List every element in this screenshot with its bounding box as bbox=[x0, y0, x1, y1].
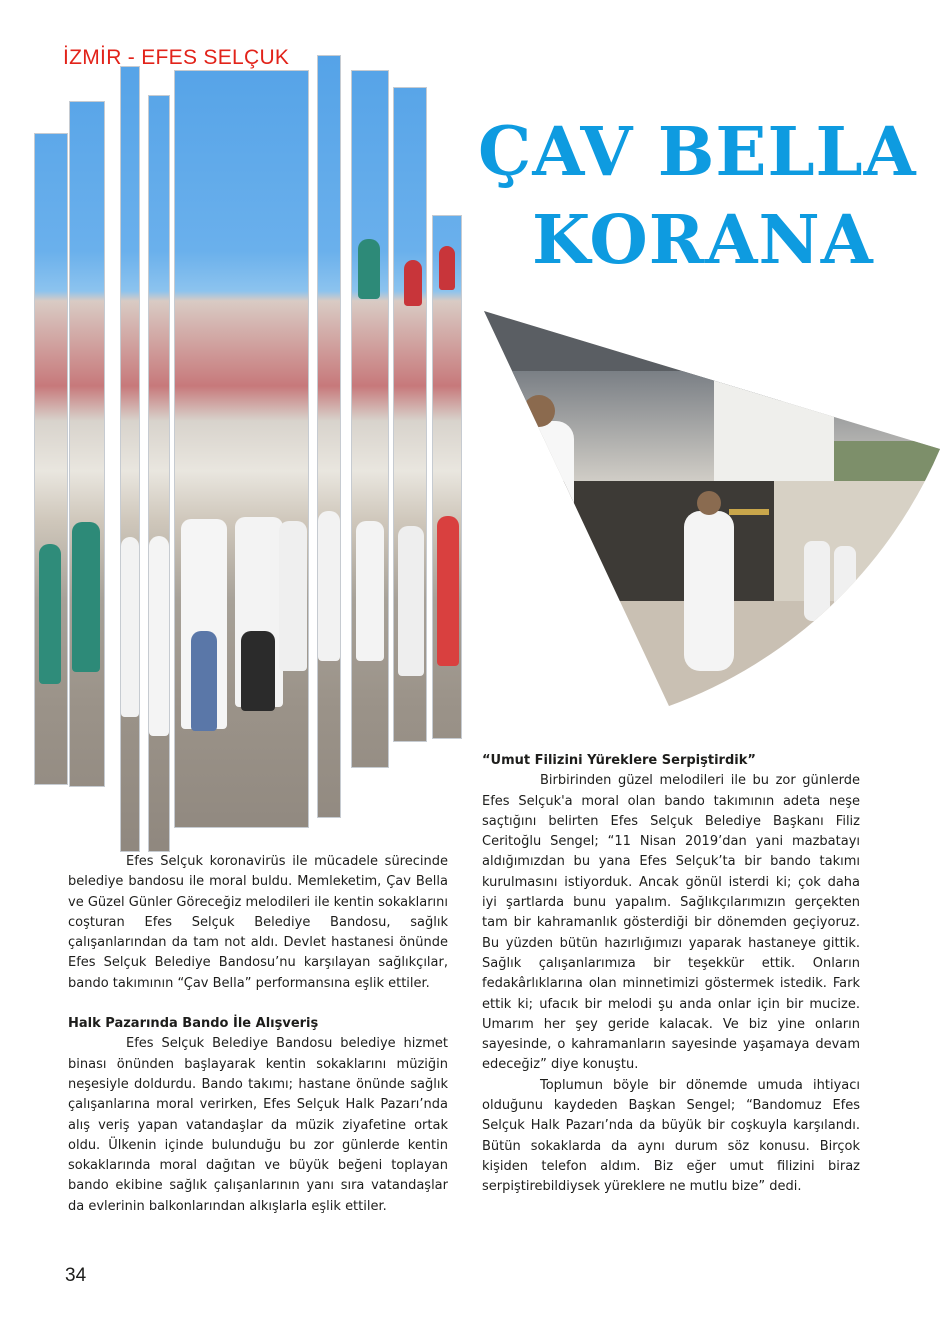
section-subheading: Halk Pazarında Bando İle Alışveriş bbox=[68, 1016, 319, 1032]
right-text-column bbox=[482, 751, 860, 1198]
photo-strip bbox=[432, 215, 462, 739]
title-line-2: KORANA bbox=[532, 200, 874, 279]
strip-photo-collage bbox=[0, 0, 470, 860]
photo-strip bbox=[393, 87, 427, 742]
intro-paragraph: Efes Selçuk koronavirüs ile mücadele sürecinde belediye bandosu ile moral buldu. Memleketim, Çav Bella ve Güzel Günler Göreceğiz melodileri ile kentin sokaklarını coşturan Efes Selçuk Belediye Bandosu, sağlık çalışanlarından da tam not aldı. Devlet hastanesi önünde Efes Selçuk Belediye Bandosu’nu karşılayan sağlıkçılar, bando takımının “Çav Bella” performansına eşlik ettiler. bbox=[68, 854, 448, 991]
article-title bbox=[478, 108, 917, 284]
body-paragraph: Toplumun böyle bir dönemde umuda ihtiyacı olduğunu kaydeden Başkan Sengel; “Bandomuz Efes Selçuk Halk Pazarı’nda da büyük bir coşkuyla karşılandı. Bütün sokaklarda da aynı durum söz konusu. Birçok kişiden telefon aldım. Biz eğer umut filizini biraz serpiştirebildiysek yüreklere ne mutlu bize” dedi. bbox=[482, 1077, 860, 1195]
section-label: İZMİR - EFES SELÇUK bbox=[63, 46, 290, 69]
photo-strip bbox=[317, 55, 341, 818]
photo-strip bbox=[148, 95, 170, 852]
title-line-1: ÇAV BELLA bbox=[478, 112, 917, 191]
photo-strip bbox=[174, 70, 309, 828]
quote-heading: “Umut Filizini Yüreklere Serpiştirdik” bbox=[482, 753, 756, 768]
body-paragraph: Birbirinden güzel melodileri ile bu zor günlerde Efes Selçuk'a moral olan bando takımının adeta neşe saçtığını belirten Efes Selçuk Belediye Başkanı Filiz Ceritoğlu Sengel; “11 Nisan 2019’dan yani mazbatayı aldığımızdan bu yana Efes Selçuk’ta bir bando takımı kurulmasını istiyorduk. Ancak gönül isterdi ki; çok daha iyi şartlarda bunu yapalım. Sağlıkçılarımızın gerçekten tam bir kahramanlık gösterdiği bir dönemden geçiyoruz. Bu yüzden bütün hazırlığımızı yaparak hastaneye gittik. Sağlık çalışanlarımıza bir teşekkür ettik. Onların fedakârlıklarına olan minnetimizi göstermek istedik. Fark ettik ki; ufacık bir melodi şu anda onlar için bir mucize. Umarım her şey geride kalacak. Ve biz yine onların sayesinde, o kahramanların sayesinde yaşamaya devam edeceğiz” diye konuştu. bbox=[482, 773, 860, 1073]
left-text-column bbox=[68, 852, 448, 1217]
band-photo-fan bbox=[484, 311, 940, 706]
body-paragraph: Efes Selçuk Belediye Bandosu belediye hizmet binası önünden başlayarak kentin sokaklarını müziğin neşesiyle doldurdu. Bando takımı; hastane önünde sağlık çalışanlarına moral verirken, Efes Selçuk Halk Pazarı’nda alış veriş yapan vatandaşlar da müzik ziyafetine ortak oldu. Ülkenin içinde bulunduğu bu zor günlerde kentin sokaklarında moral dağıtan ve büyük beğeni toplayan bando ekibine sağlık çalışanlarının yanı sıra vatandaşlar da evlerinin balkonlarından alkışlarla eşlik ettiler. bbox=[68, 1036, 448, 1214]
photo-strip bbox=[351, 70, 389, 768]
photo-strip bbox=[34, 133, 68, 785]
photo-strip bbox=[69, 101, 105, 787]
page-number: 34 bbox=[65, 1265, 87, 1286]
photo-strip bbox=[120, 66, 140, 852]
